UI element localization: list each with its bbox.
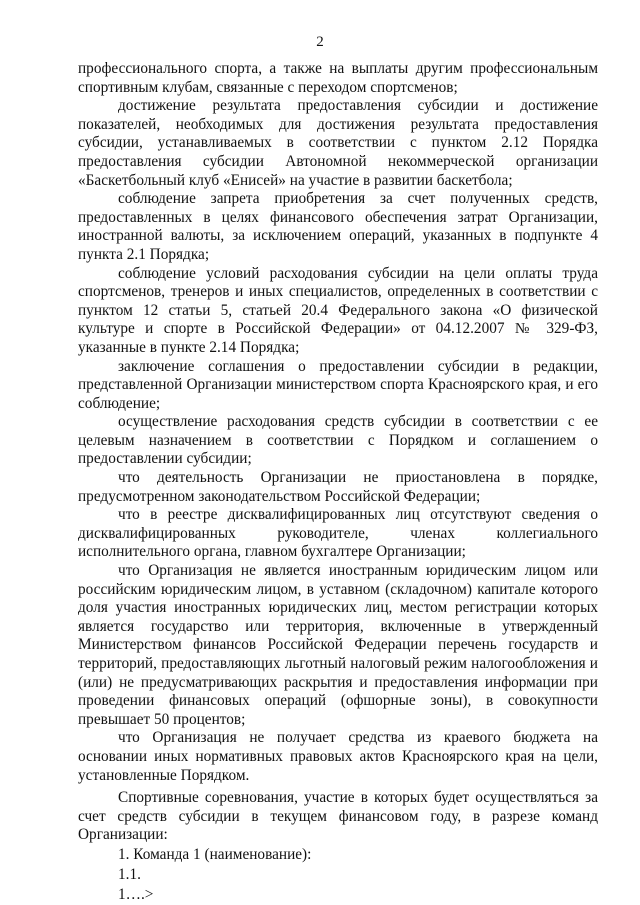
paragraph-not-suspended: что деятельность Организации не приостановлена в порядке, предусмотренном законодательством Российской Федерации; <box>78 469 598 505</box>
paragraph-subsidy-result: достижение результата предоставления субсидии и достижение показателей, необходимых для достижения результата предоставления субсидии, устанавливаемых в соответствии с пунктом 2.12 Порядка предоставления субсидии Автономной некоммерческой организации «Баскетбольный клуб «Енисей» на участие в развитии баскетбола; <box>78 97 598 189</box>
page-number: 2 <box>316 34 324 50</box>
paragraph-currency-ban: соблюдение запрета приобретения за счет полученных средств, предоставленных в целях финансового обеспечения затрат Организации, иностранной валюты, за исключением операций, указанных в подпункте 4 пункта 2.1 Порядка; <box>78 190 598 263</box>
paragraph-foreign-entity: что Организация не является иностранным юридическим лицом или российским юридическим лицом, в уставном (складочном) капитале которого доля участия иностранных юридических лиц, местом регистрации которых является государство или территория, включенные в утвержденный Министерством финансов Российской Федерации перечень государств и территорий, предоставляющих льготный налоговый режим налогообложения и (или) не предусматривающих раскрытия и предоставления информации при проведении финансовых операций (офшорные зоны), в совокупности превышает 50 процентов; <box>78 562 598 728</box>
paragraph-regional-budget: что Организация не получает средства из краевого бюджета на основании иных нормативных правовых актов Красноярского края на цели, установленные Порядком. <box>78 729 598 784</box>
document-body <box>78 60 598 905</box>
paragraph-target-spending: осуществление расходования средств субсидии в соответствии с ее целевым назначением в соответствии с Порядком и соглашением о предоставлении субсидии; <box>78 413 598 468</box>
team-list <box>78 845 598 905</box>
paragraph-agreement: заключение соглашения о предоставлении субсидии в редакции, представленной Организации министерством спорта Красноярского края, и его соблюдение; <box>78 357 598 412</box>
list-item-1-1: 1.1. <box>118 865 141 883</box>
list-item-team-1: 1. Команда 1 (наименование): <box>118 845 312 863</box>
paragraph-continuation: профессионального спорта, а также на выплаты другим профессиональным спортивным клубам, связанные с переходом спортсменов; <box>78 60 598 96</box>
paragraph-disqualified-registry: что в реестре дисквалифицированных лиц отсутствуют сведения о дисквалифицированных руководителе, членах коллегиального исполнительного органа, главном бухгалтере Организации; <box>78 506 598 561</box>
paragraph-salary-conditions: соблюдение условий расходования субсидии на цели оплаты труда спортсменов, тренеров и иных специалистов, определенных в соответствии с пунктом 12 статьи 5, статьей 20.4 Федерального закона «О физической культуре и спорте в Российской Федерации» от 04.12.2007 № 329-ФЗ, указанные в пункте 2.14 Порядка; <box>78 264 598 356</box>
list-item-ellipsis: 1….> <box>118 885 154 903</box>
paragraph-competitions: Спортивные соревнования, участие в которых будет осуществляться за счет средств субсидии в текущем финансовом году, в разрезе команд Организации: <box>78 789 598 844</box>
